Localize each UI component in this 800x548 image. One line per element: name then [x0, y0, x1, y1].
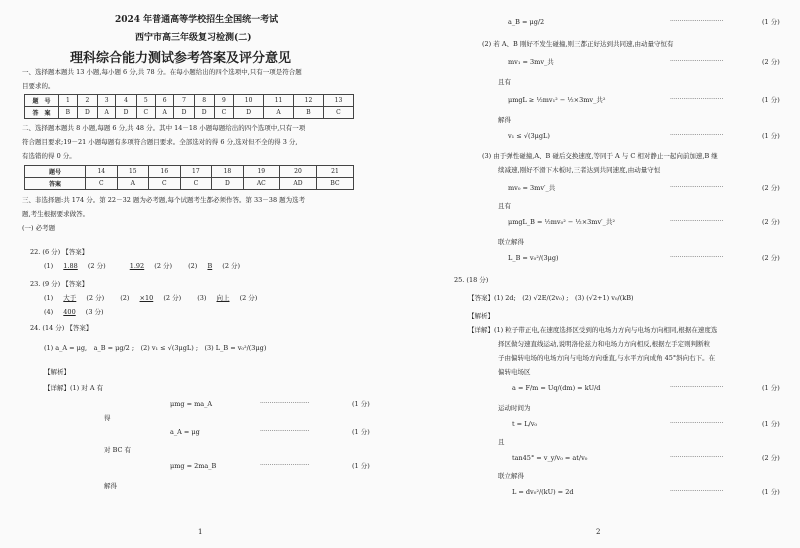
- text-qieyou: 且有: [498, 202, 511, 210]
- text-jiede: 解得: [104, 482, 117, 490]
- q22-part-label: (2): [188, 262, 198, 270]
- equation: μmg = ma_A: [170, 400, 213, 408]
- equation: L = dv₀²/(kU) = 2d: [512, 488, 574, 496]
- analysis-heading: 【解析】: [44, 368, 70, 376]
- q23-points: (2 分): [163, 294, 182, 302]
- equation: mv₀ = 3mv′_共: [508, 184, 556, 192]
- question-number-cell: 7: [174, 95, 194, 107]
- answer-cell: C: [86, 178, 118, 190]
- table-row: [25, 107, 354, 119]
- q22-part-label: (1): [44, 262, 54, 270]
- detail-line4: 偏转电场区: [498, 368, 531, 376]
- leader-dots: ····························: [670, 184, 724, 191]
- question-number-cell: 16: [149, 166, 181, 178]
- part2-intro: (2) 若 A、B 刚好不发生碰撞,则三都正好达到共同速,由动量守恒有: [482, 40, 674, 48]
- equation: t = L/v₀: [512, 420, 537, 428]
- leader-dots: ····························: [670, 454, 724, 461]
- q22-value: 1.88: [63, 262, 78, 270]
- question-number-cell: 13: [323, 95, 353, 107]
- leader-dots: ··························: [260, 428, 310, 435]
- equation: L_B = v₀²/(3μg): [508, 254, 559, 262]
- section2-intro-line2: 符合题目要求;19－21 小题每题有多项符合题目要求。全部选对的得 6 分,选对但不全的得 3 分,: [22, 138, 298, 146]
- points: (1 分): [762, 96, 780, 104]
- q23-heading: 23. (9 分) 【答案】: [30, 280, 89, 288]
- points: (1 分): [762, 384, 780, 392]
- text-qieyou: 且有: [498, 78, 511, 86]
- question-number-cell: 8: [194, 95, 214, 107]
- q22-heading: 22. (6 分) 【答案】: [30, 248, 89, 256]
- answer-cell: AD: [279, 178, 316, 190]
- section3-intro-line1: 三、非选择题:共 174 分。第 22－32 题为必考题,每个试题考生都必须作答。第 33－38 题为选考: [22, 196, 306, 204]
- text-lianli: 联立解得: [498, 238, 524, 246]
- question-number-cell: 21: [316, 166, 353, 178]
- leader-dots: ··························: [260, 400, 310, 407]
- points: (2 分): [762, 454, 780, 462]
- answer-cell: C: [149, 178, 181, 190]
- q22-points: (2 分): [222, 262, 241, 270]
- q22-answer-1: [44, 262, 240, 270]
- answer-cell: C: [136, 107, 155, 119]
- question-number-cell: 17: [180, 166, 212, 178]
- points: (2 分): [762, 184, 780, 192]
- text-lianli: 联立解得: [498, 472, 524, 480]
- question-number-cell: 18: [212, 166, 244, 178]
- section2-intro-line3: 有选错的得 0 分。: [22, 152, 76, 160]
- text-de: 得: [104, 414, 111, 422]
- question-number-cell: 5: [136, 95, 155, 107]
- points: (1 分): [762, 420, 780, 428]
- page-2: [400, 0, 800, 548]
- leader-dots: ····························: [670, 58, 724, 65]
- required-questions-heading: (一) 必考题: [22, 224, 56, 232]
- leader-dots: ····························: [670, 18, 724, 25]
- detail-line1: 【详解】(1) 粒子带正电,在速度选择区受到的电场力方向与电场方向相同,根据在速度选: [468, 326, 718, 334]
- section1-intro-line1: 一、选择题本题共 13 小题,每小题 6 分,共 78 分。在每小题给出的四个选项中,只有一项是符合题: [22, 68, 302, 76]
- answer-cell: A: [117, 178, 149, 190]
- leader-dots: ····························: [670, 384, 724, 391]
- equation: μmgL_B = ½mv₀² − ½×3mv′_共²: [508, 218, 615, 226]
- points: (1 分): [352, 462, 370, 470]
- answer-cell: D: [116, 107, 136, 119]
- answer-cell: A: [97, 107, 116, 119]
- header-exam-sub: 西宁市高三年级复习检测(二): [135, 33, 252, 43]
- q23-part-label: (2): [120, 294, 130, 302]
- question-number-cell: 15: [117, 166, 149, 178]
- q23-value: 400: [63, 308, 76, 316]
- page-title: 理科综合能力测试参考答案及评分意见: [70, 51, 292, 66]
- equation: a = F/m = Uq/(dm) = kU/d: [512, 384, 601, 392]
- answer-cell: B: [59, 107, 78, 119]
- points: (1 分): [352, 428, 370, 436]
- q23-value: 大于: [63, 294, 77, 302]
- q22-value: 1.92: [129, 262, 145, 270]
- points: (1 分): [762, 18, 780, 26]
- equation: tan45° = v_y/v₀ = at/v₀: [512, 454, 588, 462]
- points: (2 分): [762, 254, 780, 262]
- q23-answer-row1: [44, 294, 257, 302]
- question-number-cell: 9: [214, 95, 233, 107]
- question-number-cell: 1: [59, 95, 78, 107]
- points: (2 分): [762, 58, 780, 66]
- q23-part-label: (1): [44, 294, 54, 302]
- q23-value: ×10: [139, 294, 154, 302]
- leader-dots: ····························: [670, 254, 724, 261]
- text-qie: 且: [498, 438, 505, 446]
- answer-cell: BC: [316, 178, 353, 190]
- q24-answer-summary: (1) a_A = μg, a_B = μg/2 ; (2) v₁ ≤ √(3μgL) ; (3) L_B = v₀²/(3μg): [44, 344, 267, 352]
- answer-cell: C: [323, 107, 353, 119]
- table-row: [25, 166, 354, 178]
- points: (2 分): [762, 218, 780, 226]
- question-number-cell: 2: [77, 95, 97, 107]
- header-exam-name: 2024 年普通高等学校招生全国统一考试: [115, 15, 279, 25]
- section2-intro-line1: 二、选择题本题共 8 小题,每题 6 分,共 48 分。其中 14－18 小题每题给出的四个选项中,只有一项: [22, 124, 306, 132]
- section1-intro-line2: 目要求的。: [22, 82, 55, 90]
- answer-cell: C: [180, 178, 212, 190]
- q22-value: B: [207, 262, 213, 270]
- equation: μmgL ≥ ½mv₁² − ½×3mv_共²: [508, 96, 606, 104]
- answer-cell: D: [194, 107, 214, 119]
- detail-line2: 择区做匀速直线运动,说明洛伦兹力和电场力方向相反,根据左手定则判断粒: [498, 340, 711, 348]
- question-number-cell: 14: [86, 166, 118, 178]
- q24-heading: 24. (14 分) 【答案】: [30, 324, 93, 332]
- q23-value: 向上: [216, 294, 230, 302]
- leader-dots: ··························: [260, 462, 310, 469]
- answer-cell: A: [264, 107, 294, 119]
- points: (1 分): [762, 132, 780, 140]
- answer-table-1: [24, 94, 354, 119]
- leader-dots: ····························: [670, 488, 724, 495]
- detail-line3: 子由偏转电场的电场方向与电场方向垂直,与水平方向成角 45°斜向右下。在: [498, 354, 716, 362]
- analysis-heading: 【解析】: [468, 312, 494, 320]
- question-number-cell: 19: [243, 166, 279, 178]
- part3-line1: (3) 由于弹性碰撞,A、B 碰后交换速度,等同于 A 与 C 相对静止一起向前加速,B 继: [482, 152, 718, 160]
- text-dui-bc: 对 BC 有: [104, 446, 132, 454]
- q23-part-label: (3): [197, 294, 207, 302]
- answer-cell: D: [174, 107, 194, 119]
- table-row: [25, 95, 354, 107]
- equation: a_B = μg/2: [508, 18, 545, 26]
- detail-heading: 【详解】(1) 对 A 有: [44, 384, 104, 392]
- table-header-cell: 题 号: [25, 95, 59, 107]
- answer-cell: C: [214, 107, 233, 119]
- answer-cell: B: [294, 107, 324, 119]
- equation: μmg = 2ma_B: [170, 462, 217, 470]
- points: (1 分): [762, 488, 780, 496]
- section3-intro-line2: 题,考生根据要求做答。: [22, 210, 90, 218]
- table-row: [25, 178, 354, 190]
- answer-table-2: [24, 165, 354, 190]
- q23-points: (2 分): [239, 294, 258, 302]
- answer-cell: D: [77, 107, 97, 119]
- table-header-cell: 题号: [25, 166, 86, 178]
- text-jiede: 解得: [498, 116, 511, 124]
- q23-points: (2 分): [86, 294, 105, 302]
- question-number-cell: 6: [155, 95, 174, 107]
- q25-answer-summary: 【答案】(1) 2d; (2) √2E/(2v₀) ; (3) (√2+1) v₀/(kB): [468, 294, 634, 302]
- text-yundong: 运动时间为: [498, 404, 531, 412]
- question-number-cell: 10: [234, 95, 264, 107]
- equation: a_A = μg: [170, 428, 200, 436]
- question-number-cell: 4: [116, 95, 136, 107]
- leader-dots: ····························: [670, 420, 724, 427]
- points: (1 分): [352, 400, 370, 408]
- answer-cell: D: [234, 107, 264, 119]
- q23-part-label: (4): [44, 308, 54, 316]
- answer-cell: D: [212, 178, 244, 190]
- leader-dots: ····························: [670, 96, 724, 103]
- q22-points: (2 分): [87, 262, 106, 270]
- page-number: 2: [596, 528, 601, 536]
- question-number-cell: 20: [279, 166, 316, 178]
- table-header-cell: 答案: [25, 178, 86, 190]
- answer-cell: A: [155, 107, 174, 119]
- answer-cell: AC: [243, 178, 279, 190]
- equation: v₁ ≤ √(3μgL): [508, 132, 550, 140]
- question-number-cell: 11: [264, 95, 294, 107]
- page-number: 1: [198, 528, 203, 536]
- table-header-cell: 答 案: [25, 107, 59, 119]
- q23-points: (3 分): [85, 308, 104, 316]
- question-number-cell: 12: [294, 95, 324, 107]
- q23-answer-row2: [44, 308, 104, 316]
- question-number-cell: 3: [97, 95, 116, 107]
- q25-heading: 25. (18 分): [454, 276, 489, 284]
- leader-dots: ····························: [670, 218, 724, 225]
- equation: mv₁ = 3mv_共: [508, 58, 554, 66]
- q22-points: (2 分): [154, 262, 173, 270]
- part3-line2: 续减速,刚好不滑下木板时,三者达到共同速度,由动量守恒: [498, 166, 661, 174]
- leader-dots: ····························: [670, 132, 724, 139]
